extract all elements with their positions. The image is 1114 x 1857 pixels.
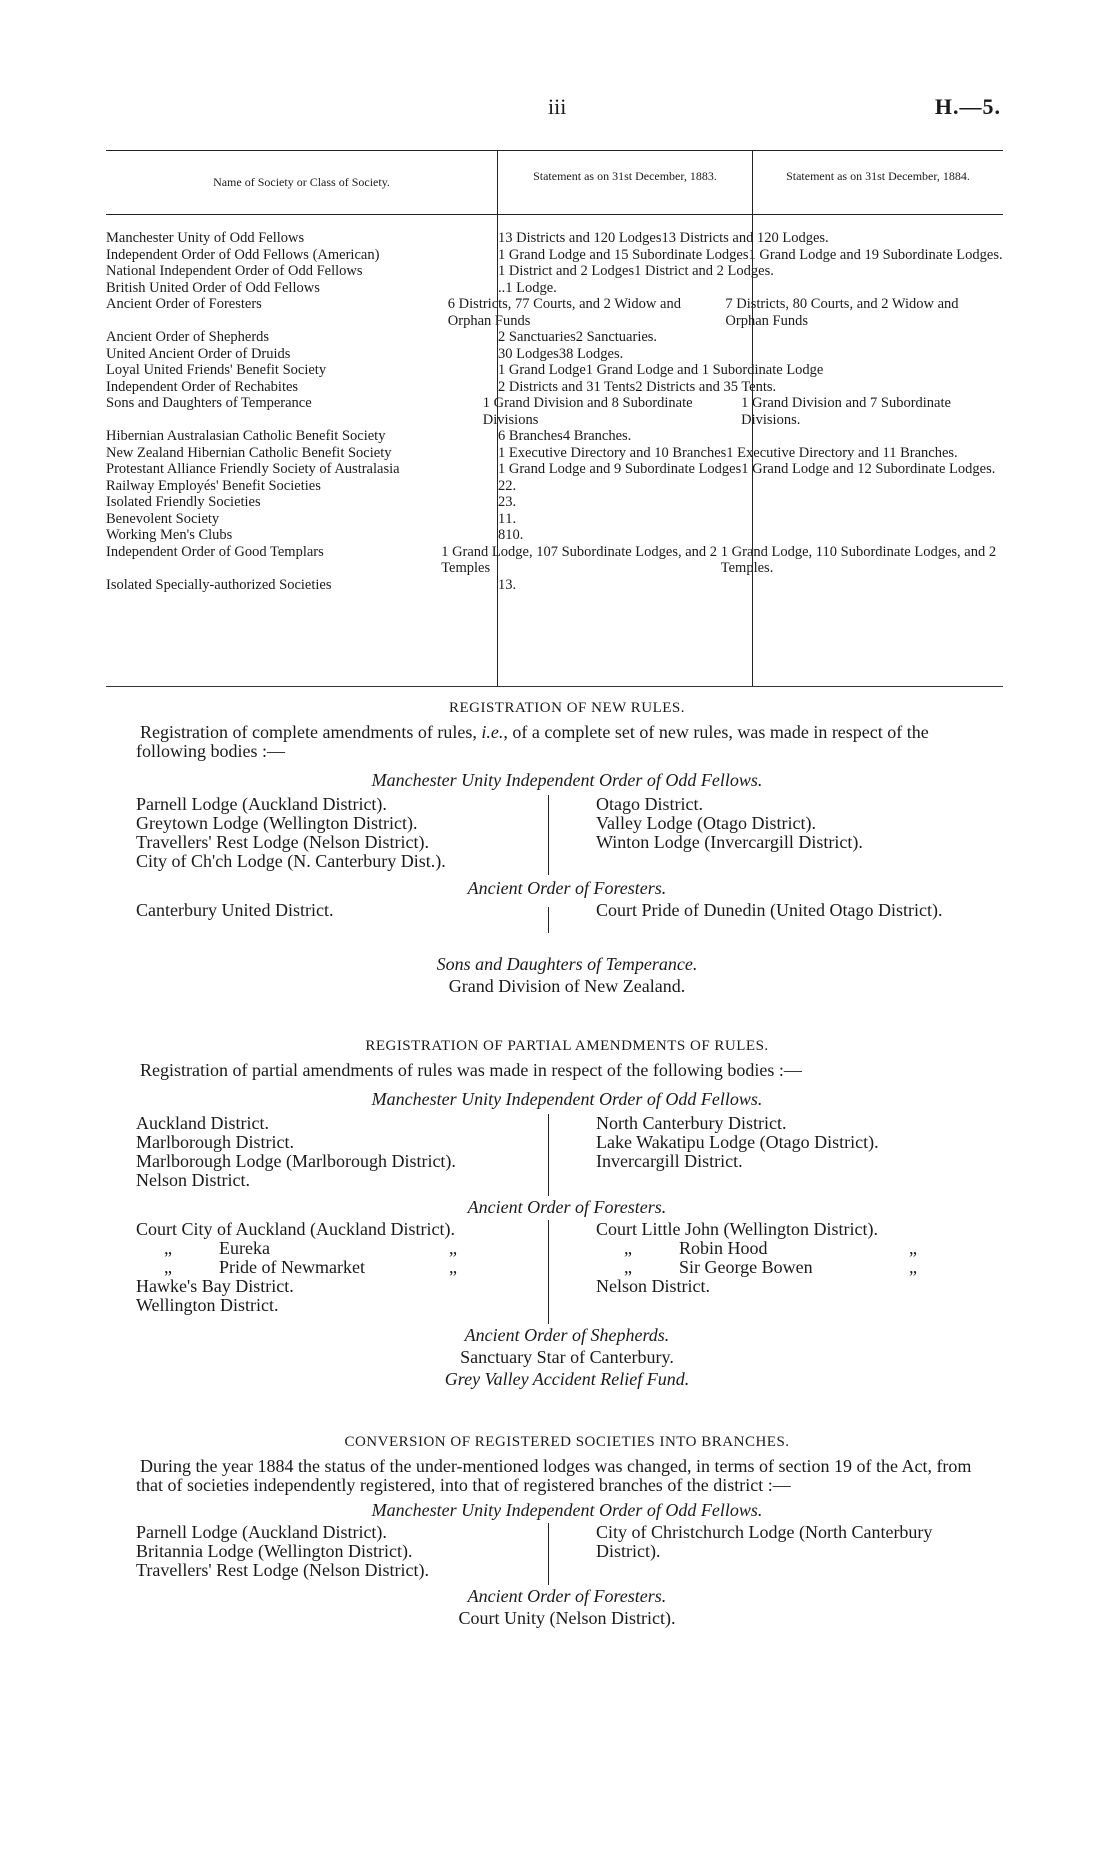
shepherds-body: Sanctuary Star of Canterbury.: [460, 1347, 674, 1367]
table-row: [106, 280, 1003, 297]
col-header-1884: Statement as on 31st December, 1884.: [786, 169, 970, 183]
society-name-cell: New Zealand Hibernian Catholic Benefit Society: [106, 444, 392, 461]
court-entry: Nelson District.: [596, 1276, 710, 1296]
conversion-foresters-body: Court Unity (Nelson District).: [458, 1608, 676, 1628]
ditto-mark: „: [449, 1257, 457, 1277]
table-row: [106, 230, 1003, 247]
society-name-cell: Ancient Order of Foresters: [106, 296, 262, 312]
partial-intro: Registration of partial amendments of rules was made in respect of the following bodies :—: [140, 1060, 802, 1080]
table-row: [106, 296, 1003, 329]
statement-1883-cell: 2: [498, 477, 506, 494]
society-name-cell: Independent Order of Odd Fellows (American): [106, 246, 380, 263]
statement-1884-cell: 1 Grand Lodge and 1 Subordinate Lodge: [585, 362, 824, 378]
lodge-entry: Auckland District.: [136, 1113, 269, 1133]
lodge-entry: Lake Wakatipu Lodge (Otago District).: [596, 1132, 879, 1152]
lodge-entry: Greytown Lodge (Wellington District).: [136, 813, 418, 833]
new-rules-foresters-heading: Ancient Order of Foresters.: [467, 878, 667, 898]
society-name-cell: Ancient Order of Shepherds: [106, 329, 270, 345]
court-entry: Court Pride of Dunedin (United Otago District).: [596, 900, 943, 920]
conversion-foresters-heading: Ancient Order of Foresters.: [467, 1586, 667, 1606]
statement-1883-cell: 1: [498, 510, 506, 527]
col-header-name: Name of Society or Class of Society.: [213, 175, 390, 189]
statement-1884-cell: 3.: [505, 494, 517, 510]
statement-1884-cell: 2 Districts and 35 Tents.: [635, 378, 777, 395]
court-entry: Canterbury United District.: [136, 900, 334, 920]
statement-1883-cell: 6 Districts, 77 Courts, and 2 Widow and Orphan Funds: [447, 296, 681, 329]
statement-1883-cell: 1 District and 2 Lodges: [498, 263, 635, 279]
lodge-entry: Marlborough District.: [136, 1132, 294, 1152]
partial-foresters-list: [136, 1220, 998, 1324]
society-name-cell: United Ancient Order of Druids: [106, 345, 291, 362]
court-name: Eureka: [219, 1238, 270, 1258]
statement-1883-cell: 2 Districts and 31 Tents: [498, 378, 636, 395]
table-body: [106, 230, 1003, 593]
society-name-cell: Manchester Unity of Odd Fellows: [106, 230, 305, 246]
table-row: [106, 527, 1003, 544]
statement-1884-cell: 2.: [505, 477, 517, 494]
new-rules-manchester-list: [136, 795, 998, 877]
table-row: [106, 511, 1003, 528]
new-rules-manchester-heading: Manchester Unity Independent Order of Odd Fellows.: [371, 770, 763, 790]
table-row: [106, 428, 1003, 445]
society-name-cell: Independent Order of Good Templars: [106, 543, 324, 560]
lodge-entry: North Canterbury District.: [596, 1113, 787, 1133]
statement-1883-cell: 1 Grand Lodge and 15 Subordinate Lodges: [498, 246, 749, 263]
society-name-cell: Hibernian Australasian Catholic Benefit Society: [106, 428, 386, 444]
table-row: [106, 263, 1003, 280]
lodge-entry: Invercargill District.: [596, 1151, 743, 1171]
lodge-entry: Travellers' Rest Lodge (Nelson District).: [136, 1560, 430, 1580]
statement-1883-cell: 1 Grand Lodge and 9 Subordinate Lodges: [498, 461, 742, 477]
statement-1883-cell: ..: [498, 279, 506, 296]
table-bottom-rule: [106, 686, 1003, 687]
new-rules-intro: Registration of complete amendments of rules, i.e., of a complete set of new rules, was made in respect of the following bodies :—: [136, 722, 929, 761]
table-row: [106, 247, 1003, 264]
lodge-entry: Winton Lodge (Invercargill District).: [596, 832, 863, 852]
statement-1883-cell: 1 Grand Lodge: [498, 362, 586, 378]
statement-1883-cell: 8: [498, 527, 506, 543]
court-entry: [136, 1239, 541, 1258]
court-entry: [596, 1258, 996, 1277]
society-name-cell: Sons and Daughters of Temperance: [106, 395, 312, 411]
conversion-manchester-list: [136, 1523, 998, 1585]
court-entry: Court Little John (Wellington District).: [596, 1219, 879, 1239]
table-top-rule: [106, 150, 1003, 151]
partial-manchester-list: [136, 1114, 998, 1196]
new-rules-section: [136, 700, 998, 997]
table-row: [106, 445, 1003, 462]
statement-1884-cell: 4 Branches.: [562, 428, 632, 444]
shepherds-heading: Ancient Order of Shepherds.: [464, 1325, 670, 1345]
ditto-mark: „: [624, 1238, 632, 1258]
society-name-cell: Railway Employés' Benefit Societies: [106, 477, 321, 494]
statement-1884-cell: 38 Lodges.: [558, 345, 624, 362]
statement-1884-cell: 2 Sanctuaries.: [575, 329, 658, 345]
lodge-entry: Parnell Lodge (Auckland District).: [136, 1522, 387, 1542]
society-name-cell: Working Men's Clubs: [106, 527, 233, 543]
statement-1884-cell: 13 Districts and 120 Lodges.: [661, 230, 829, 246]
conversion-title: CONVERSION OF REGISTERED SOCIETIES INTO BRANCHES.: [344, 1434, 790, 1450]
statement-1883-cell: 13 Districts and 120 Lodges: [498, 230, 662, 246]
ditto-mark: „: [449, 1238, 457, 1258]
court-entry: Wellington District.: [136, 1295, 279, 1315]
court-entry: [136, 1258, 541, 1277]
table-row: [106, 461, 1003, 478]
statement-1884-cell: 10.: [505, 527, 524, 543]
ditto-mark: „: [909, 1238, 917, 1258]
table-row: [106, 544, 1003, 577]
temperance-body: Grand Division of New Zealand.: [448, 976, 686, 996]
society-name-cell: National Independent Order of Odd Fellows: [106, 263, 363, 279]
court-entry: Hawke's Bay District.: [136, 1276, 294, 1296]
statement-1884-cell: 1 Executive Directory and 11 Branches.: [726, 444, 958, 461]
table-header-rule: [106, 214, 1003, 215]
document-code: H.—5.: [934, 94, 1001, 119]
lodge-entry: Travellers' Rest Lodge (Nelson District).: [136, 832, 430, 852]
lodge-entry: Marlborough Lodge (Marlborough District).: [136, 1151, 456, 1171]
conversion-intro: During the year 1884 the status of the under-mentioned lodges was changed, in terms of section 19 of the Act, from that of societies independently registered, into that of registered branches of the district :—: [136, 1456, 972, 1495]
partial-section: [136, 1038, 998, 1390]
statement-1883-cell: 1 Grand Lodge, 107 Subordinate Lodges, and 2 Temples: [441, 543, 718, 576]
col-header-1883: Statement as on 31st December, 1883.: [533, 169, 717, 183]
ditto-mark: „: [909, 1257, 917, 1277]
statement-1884-cell: 1.: [505, 510, 517, 527]
table-row: [106, 494, 1003, 511]
lodge-entry: City of Christchurch Lodge (North Canterbury District).: [596, 1522, 933, 1561]
lodge-entry: Valley Lodge (Otago District).: [596, 813, 816, 833]
table-row: [106, 362, 1003, 379]
statement-1884-cell: 1 Grand Lodge, 110 Subordinate Lodges, and 2 Temples.: [720, 543, 997, 576]
statement-1883-cell: 2 Sanctuaries: [498, 329, 576, 345]
society-name-cell: British United Order of Odd Fellows: [106, 279, 320, 296]
society-name-cell: Loyal United Friends' Benefit Society: [106, 362, 327, 378]
statement-1883-cell: 30 Lodges: [498, 345, 559, 362]
conversion-section: [136, 1434, 998, 1629]
society-name-cell: Benevolent Society: [106, 510, 220, 527]
society-name-cell: Protestant Alliance Friendly Society of Australasia: [106, 461, 400, 477]
statement-1884-cell: 7 Districts, 80 Courts, and 2 Widow and Orphan Funds: [725, 296, 959, 329]
table-row: [106, 379, 1003, 396]
partial-manchester-heading: Manchester Unity Independent Order of Odd Fellows.: [371, 1089, 763, 1109]
court-name: Robin Hood: [679, 1238, 768, 1258]
society-name-cell: Isolated Specially-authorized Societies: [106, 576, 332, 593]
statement-1884-cell: 1 Grand Lodge and 19 Subordinate Lodges.: [748, 246, 1003, 263]
table-row: [106, 478, 1003, 495]
partial-foresters-heading: Ancient Order of Foresters.: [467, 1197, 667, 1217]
ditto-mark: „: [164, 1257, 172, 1277]
lodge-entry: Britannia Lodge (Wellington District).: [136, 1541, 413, 1561]
table-row: [106, 395, 1003, 428]
ditto-mark: „: [164, 1238, 172, 1258]
statement-1883-cell: 2: [498, 494, 506, 510]
grey-valley-fund: Grey Valley Accident Relief Fund.: [444, 1369, 690, 1389]
statement-1883-cell: 6 Branches: [498, 428, 563, 444]
partial-title: REGISTRATION OF PARTIAL AMENDMENTS OF RULES.: [365, 1038, 769, 1054]
new-rules-title: REGISTRATION OF NEW RULES.: [448, 700, 686, 716]
lodge-entry: Parnell Lodge (Auckland District).: [136, 794, 387, 814]
statement-1883-cell: 1 Grand Division and 8 Subordinate Divisions: [482, 395, 693, 428]
society-name-cell: Independent Order of Rechabites: [106, 378, 299, 395]
ditto-mark: „: [624, 1257, 632, 1277]
court-name: Sir George Bowen: [679, 1257, 813, 1277]
statement-1884-cell: 3.: [505, 576, 517, 593]
table-row: [106, 346, 1003, 363]
page-number: iii: [548, 94, 567, 119]
temperance-heading: Sons and Daughters of Temperance.: [436, 954, 698, 974]
statement-1883-cell: 1: [498, 576, 506, 593]
statement-1884-cell: 1 District and 2 Lodges.: [634, 263, 774, 279]
statement-1884-cell: 1 Grand Division and 7 Subordinate Divisions.: [741, 395, 951, 428]
new-rules-foresters-list: [136, 901, 998, 947]
lodge-entry: Otago District.: [596, 794, 703, 814]
society-name-cell: Isolated Friendly Societies: [106, 494, 261, 510]
lodge-entry: Nelson District.: [136, 1170, 250, 1190]
table-row: [106, 577, 1003, 594]
table-row: [106, 329, 1003, 346]
court-entry: [596, 1239, 996, 1258]
court-entry: Court City of Auckland (Auckland District).: [136, 1219, 455, 1239]
conversion-manchester-heading: Manchester Unity Independent Order of Odd Fellows.: [371, 1500, 763, 1520]
court-name: Pride of Newmarket: [219, 1257, 365, 1277]
page-header: [0, 94, 1114, 124]
statement-1883-cell: 1 Executive Directory and 10 Branches: [498, 444, 727, 461]
statement-1884-cell: 1 Lodge.: [505, 279, 557, 296]
lodge-entry: City of Ch'ch Lodge (N. Canterbury Dist.).: [136, 851, 446, 871]
statement-1884-cell: 1 Grand Lodge and 12 Subordinate Lodges.: [741, 461, 996, 477]
